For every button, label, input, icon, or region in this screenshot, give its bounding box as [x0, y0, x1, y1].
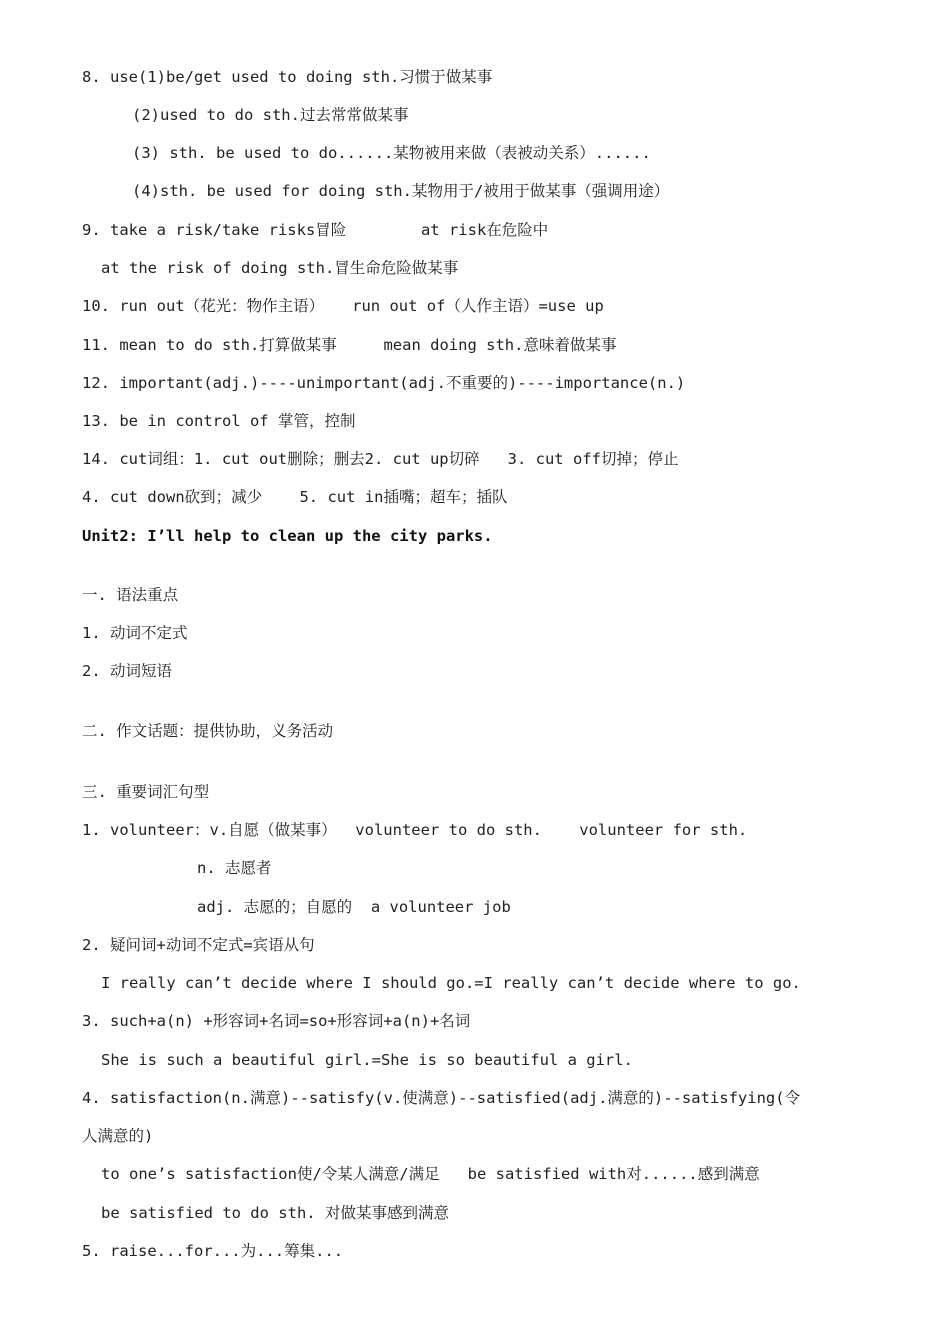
text-line: 2. 疑问词+动词不定式=宾语从句 [82, 936, 315, 954]
text-line: 13. be in control of 掌管，控制 [82, 412, 356, 430]
text-line: n. 志愿者 [197, 859, 272, 877]
text-line: 5. raise...for...为...筹集... [82, 1242, 344, 1260]
text-line: 3. such+a(n) +形容词+名词=so+形容词+a(n)+名词 [82, 1012, 471, 1030]
text-line: at the risk of doing sth.冒生命危险做某事 [101, 259, 459, 277]
text-line: 人满意的) [82, 1127, 154, 1145]
text-line: (4)sth. be used for doing sth.某物用于/被用于做某事（强调用途） [132, 182, 670, 200]
text-line: (2)used to do sth.过去常常做某事 [132, 106, 409, 124]
section-heading: 三. 重要词汇句型 [82, 783, 210, 801]
text-line: to one’s satisfaction使/令某人满意/满足 be satisfied with对......感到满意 [101, 1165, 760, 1183]
text-line: I really can’t decide where I should go.=I really can’t decide where to go. [101, 974, 801, 992]
text-line: 1. volunteer：v.自愿（做某事） volunteer to do sth. volunteer for sth. [82, 821, 748, 839]
text-line: 8. use(1)be/get used to doing sth.习惯于做某事 [82, 68, 493, 86]
text-line: adj. 志愿的；自愿的 a volunteer job [197, 898, 511, 916]
text-line: 2. 动词短语 [82, 662, 172, 680]
text-line: (3) sth. be used to do......某物被用来做（表被动关系）...... [132, 144, 651, 162]
text-line: She is such a beautiful girl.=She is so beautiful a girl. [101, 1051, 633, 1069]
section-heading: 一. 语法重点 [82, 586, 179, 604]
text-line: 11. mean to do sth.打算做某事 mean doing sth.意味着做某事 [82, 336, 617, 354]
text-line: be satisfied to do sth. 对做某事感到满意 [101, 1204, 449, 1222]
text-line: 4. satisfaction(n.满意)--satisfy(v.使满意)--satisfied(adj.满意的)--satisfying(令 [82, 1089, 801, 1107]
text-line: 10. run out（花光：物作主语） run out of（人作主语）=use up [82, 297, 604, 315]
text-line: 4. cut down砍到；减少 5. cut in插嘴；超车；插队 [82, 488, 508, 506]
text-line: 12. important(adj.)----unimportant(adj.不重要的)----importance(n.) [82, 374, 686, 392]
text-line: 9. take a risk/take risks冒险 at risk在危险中 [82, 221, 549, 239]
section-heading: 二. 作文话题：提供协助，义务活动 [82, 722, 334, 740]
text-line: 14. cut词组：1. cut out删除；删去2. cut up切碎 3. cut off切掉；停止 [82, 450, 679, 468]
unit-heading: Unit2: I’ll help to clean up the city parks. [82, 527, 493, 545]
text-line: 1. 动词不定式 [82, 624, 188, 642]
